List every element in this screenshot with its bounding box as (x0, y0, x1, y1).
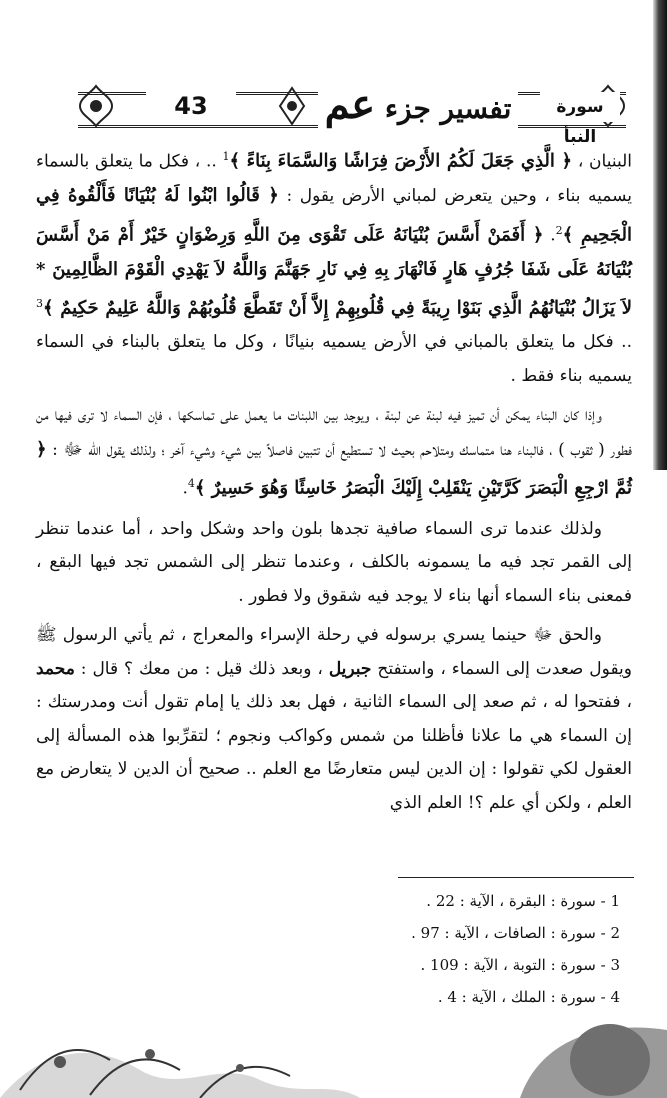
text-run: .. ، فكل ما يتعلق بالسماء يسميه بناء ، وحين يتعرض لمباني الأرض يقول : (36, 151, 632, 207)
paragraph-3: ولذلك عندما ترى السماء صافية تجدها بلون واحد وشكل واحد ، أما عندما تنظر إلى القمر تجد فيه ما يسمونه بالكلف ، وعندما تنظر إلى الشمس تجد فيها البقع ، فمعنى بناء السماء أنها بناء لا يوجد فيه شقوق ولا فطور . (36, 518, 632, 606)
name-muhammad: محمد (36, 658, 75, 679)
book-title-emphasis: عم (324, 81, 376, 128)
text-run: . (543, 225, 556, 246)
quran-verse: ﴿ ثُمَّ ارْجِعِ الْبَصَرَ كَرَّتَيْنِ يَنْقَلِبْ إِلَيْكَ الْبَصَرُ خَاسِئًا وَهُوَ حَسِيرٌ ﴾ (36, 438, 632, 500)
text-run: .. فكل ما يتعلق بالمباني في الأرض يسميه بنيانًا ، وكل ما يتعلق بالبناء في السماء يسميه بناء فقط . (36, 332, 632, 386)
footnote-item: 4 - سورة : الملك ، الآية : 4 . (437, 988, 620, 1006)
text-run: ، وبعد ذلك قيل : من معك ؟ قال : (74, 658, 329, 679)
surah-name: سورة النبأ (540, 92, 620, 122)
page-number: 43 (146, 90, 236, 122)
center-ornament-icon (274, 84, 310, 128)
paragraph-1 (36, 140, 632, 393)
footnote-ref: 1 (222, 150, 230, 163)
footnote-item: 2 - سورة : الصافات ، الآية : 97 . (411, 924, 620, 942)
paragraph-2 (36, 399, 632, 506)
text-run: . (182, 479, 188, 500)
footnote-item: 3 - سورة : التوبة ، الآية : 109 . (420, 956, 620, 974)
page-header (78, 80, 626, 147)
text-run: وإذا كان البناء يمكن أن تميز فيه لبنة عن لبنة ، ويوجد بين اللبنات ما يعمل على تماسكها ، فإن السماء لا ترى فيها من فطور ( ثقوب ) ، فالبناء هنا متماسك ومتلاحم بحيث لا تستطيع أن تتبين فاصلاً بين شيء وشيء آخر ؛ ولذلك يقول الله ﷻ : (36, 405, 632, 460)
left-ornament-icon (78, 84, 114, 128)
footnote-item: 1 - سورة : البقرة ، الآية : 22 . (426, 892, 620, 910)
book-title (318, 80, 518, 130)
text-run: البنيان ، (572, 151, 632, 172)
book-title-prefix: تفسير جزء (384, 92, 512, 125)
floral-decoration-icon (0, 1010, 667, 1098)
quran-verse: ﴿ قَالُوا ابْنُوا لَهُ بُنْيَانًا فَأَلْقُوهُ فِي الْجَحِيمِ ﴾ (36, 185, 632, 246)
page-edge-shadow (653, 0, 667, 470)
quran-verse: ﴿ أَفَمَنْ أَسَّسَ بُنْيَانَهُ عَلَى تَقْوَى مِنَ اللَّهِ وَرِضْوَانٍ خَيْرٌ أَمْ مَنْ أَسَّسَ بُنْيَانَهُ عَلَى شَفَا جُرُفٍ هَارٍ فَانْهَارَ بِهِ فِي نَارِ جَهَنَّمَ وَاللَّهُ لاَ يَهْدِي الْقَوْمَ الظَّالِمِينَ * لاَ يَزَالُ بُنْيَانُهُمُ الَّذِي بَنَوْا رِيبَةً فِي قُلُوبِهِمْ إِلاَّ أَنْ تَقَطَّعَ قُلُوبُهُمْ وَاللَّهُ عَلِيمٌ حَكِيمٌ ﴾ (36, 224, 632, 319)
footnote-ref: 2 (555, 223, 563, 237)
paragraph-4 (36, 619, 632, 820)
footnote-ref: 4 (187, 477, 195, 491)
text-run: ، ففتحوا له ، ثم صعد إلى السماء الثانية ، فهل بعد ذلك يا إمام تقول أنت ومدرستك : إن السماء هي ما علانا فأظلنا من شمس وكواكب ونجوم ؛ لتقرِّبوا هذه المسألة إلى العقول لكي تقولوا : إن الدين ليس متعارضًا مع العلم .. صحيح أن الدين لا يتعارض مع العلم ، ولكن أي علم ؟! العلم الذي (36, 692, 632, 813)
quran-verse: ﴿ الَّذِي جَعَلَ لَكُمُ الأَرْضَ فِرَاشًا وَالسَّمَاءَ بِنَاءً ﴾ (229, 150, 573, 172)
main-text (36, 140, 632, 820)
footnote-divider (398, 877, 634, 878)
text-run: والحق ﷻ حينما يسري برسوله في رحلة الإسراء والمعراج ، ثم يأتي الرسول ﷺ ويقول صعدت إلى السماء ، واستفتح (36, 625, 632, 679)
footnotes (380, 885, 620, 1013)
footnote-ref: 3 (36, 297, 43, 311)
name-jibril: جبريل (328, 658, 372, 679)
